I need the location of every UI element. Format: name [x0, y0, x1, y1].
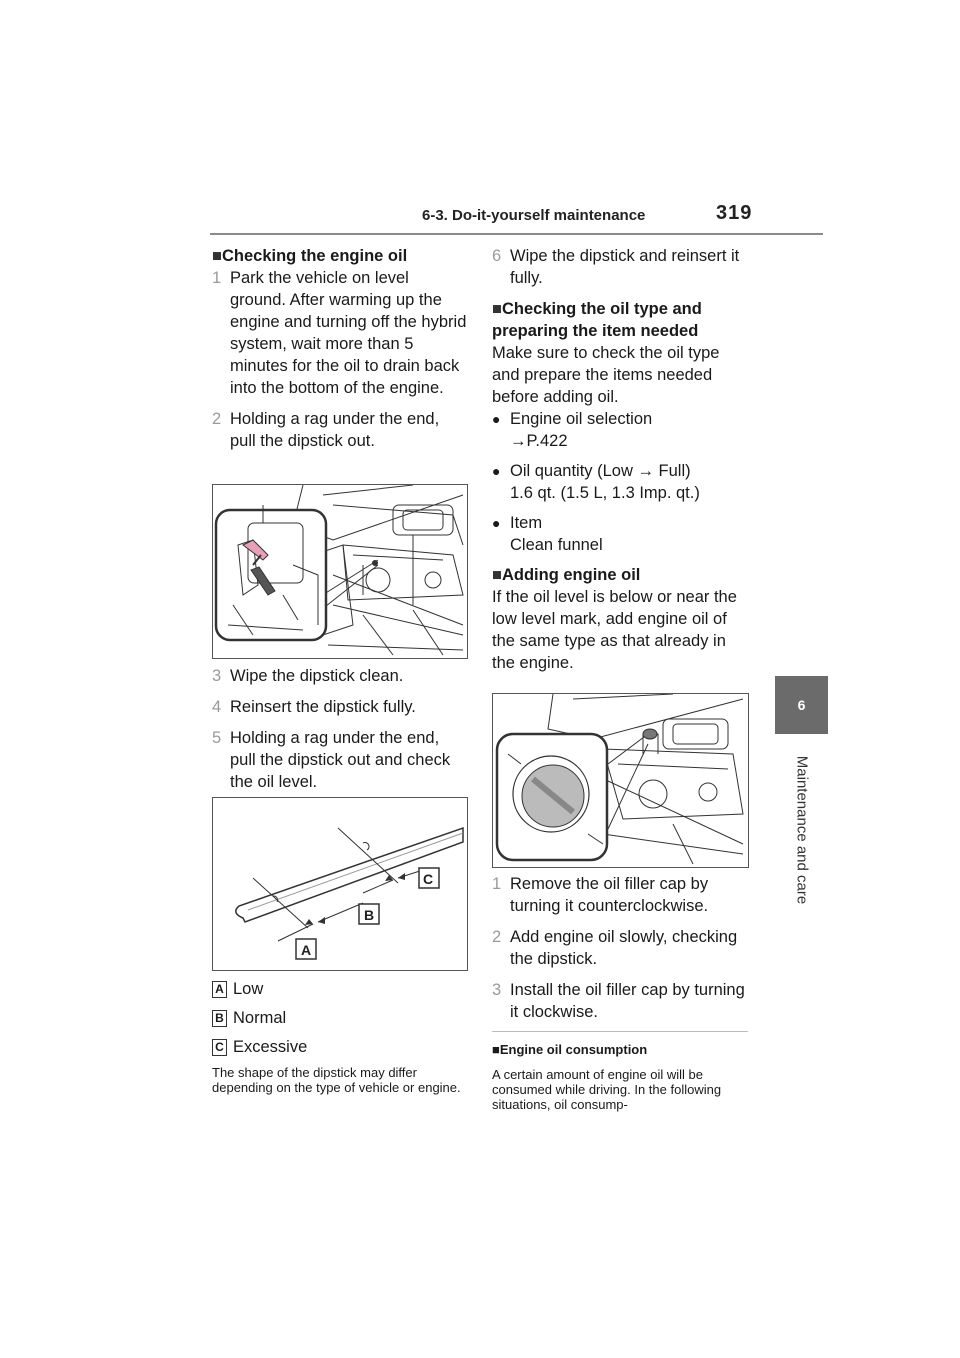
step-item: 3 Install the oil filler cap by turning it clockwise. [492, 981, 745, 1021]
engine-dipstick-illustration [212, 484, 468, 659]
paragraph: If the oil level is below or near the low level mark, add engine oil of the same type as that already in the engine. [492, 588, 737, 672]
right-column-top [492, 245, 750, 674]
step-item: 1 Park the vehicle on level ground. After warming up the engine and turning off the hybrid system, wait more than 5 minutes for the oil to drain back into the bottom of the engine. [212, 269, 467, 397]
bullet-item: ● Engine oil selection →P.422 [492, 410, 653, 450]
legend-low: A Low [212, 978, 467, 1000]
left-column-middle [212, 665, 467, 802]
header-rule [210, 233, 823, 235]
step-item: 2 Add engine oil slowly, checking the dipstick. [492, 928, 738, 968]
note-text: A certain amount of engine oil will be consumed while driving. In the following situations, oil consump- [492, 1067, 722, 1112]
section-title: 6-3. Do-it-yourself maintenance [422, 207, 646, 224]
heading-adding-oil: ■Adding engine oil [492, 566, 641, 584]
left-column-bottom [212, 978, 467, 1095]
svg-text:A: A [301, 942, 312, 958]
chapter-caption-text: Maintenance and care [793, 755, 811, 905]
step-item: 3 Wipe the dipstick clean. [212, 667, 404, 685]
heading-oil-type: ■Checking the oil type and preparing the item needed [492, 300, 702, 340]
bullet-item: ● Oil quantity (Low → Full) 1.6 qt. (1.5 L, 1.3 Imp. qt.) [492, 462, 700, 502]
legend-normal: B Normal [212, 1007, 467, 1029]
bullet-item: ● Item Clean funnel [492, 514, 603, 554]
chapter-caption [782, 740, 822, 920]
paragraph: Make sure to check the oil type and prepare the items needed before adding oil. [492, 344, 720, 406]
dipstick-level-illustration [212, 797, 468, 971]
dipstick-note: The shape of the dipstick may differ depending on the type of vehicle or engine. [212, 1065, 461, 1095]
oil-consumption-note [492, 1039, 742, 1112]
heading-checking-oil: ■Checking the engine oil [212, 247, 408, 265]
step-item: 1 Remove the oil filler cap by turning it counterclockwise. [492, 875, 709, 915]
oil-filler-cap-illustration [492, 693, 749, 868]
step-item: 6 Wipe the dipstick and reinsert it fully. [492, 247, 740, 287]
chapter-tab: 6 [775, 676, 828, 734]
right-column-bottom [492, 873, 750, 1032]
step-item: 4 Reinsert the dipstick fully. [212, 698, 416, 716]
step-item: 2 Holding a rag under the end, pull the dipstick out. [212, 410, 440, 450]
legend-excessive: C Excessive [212, 1036, 467, 1058]
note-title: ■Engine oil consumption [492, 1042, 648, 1057]
note-separator [492, 1031, 748, 1032]
page-number: 319 [716, 202, 753, 224]
step-item: 5 Holding a rag under the end, pull the dipstick out and check the oil level. [212, 729, 451, 791]
left-column-top [212, 245, 467, 461]
svg-text:B: B [364, 907, 375, 923]
svg-text:C: C [423, 871, 434, 887]
